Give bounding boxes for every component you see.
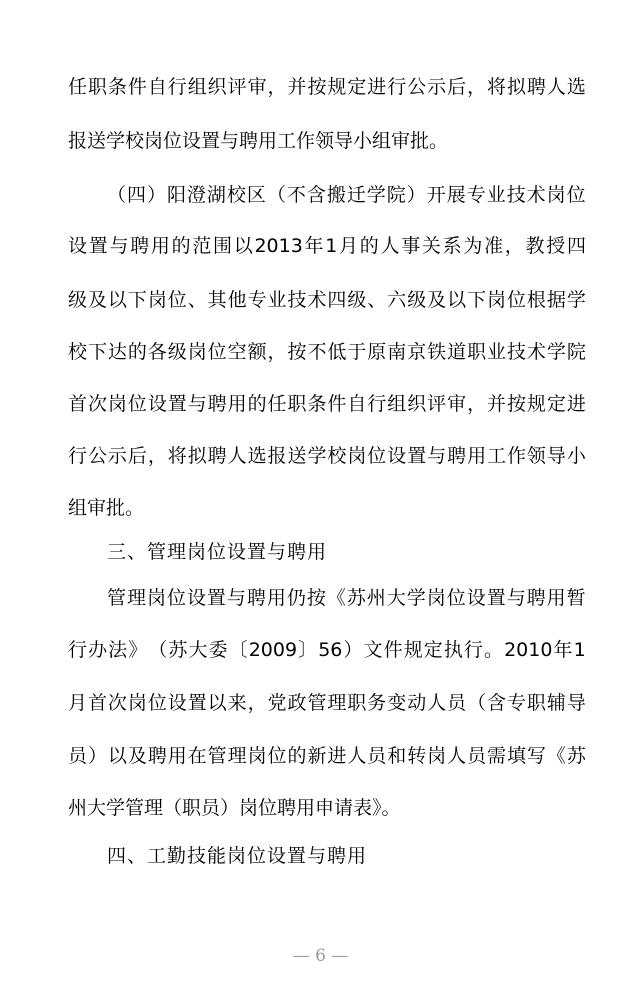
paragraph-line: 管 理 岗 位 设 置 与 聘 用 仍 按 《 苏 州 大 学 岗 位 设 置 与 聘 用 暂 xyxy=(107,587,586,609)
paragraph-line: 报送学校岗位设置与聘用工作领导小组审批。 xyxy=(68,130,449,152)
paragraph-line: 月 首 次 岗 位 设 置 以 来 ， 党 政 管 理 职 务 变 动 人 员 （ 含 专 职 辅 导 xyxy=(68,692,586,714)
paragraph-line: （ 四 ） 阳 澄 湖 校 区 （ 不 含 搬 迁 学 院 ） 开 展 专 业 技 术 岗 位 xyxy=(107,184,586,206)
paragraph-line: 级 及 以 下 岗 位 、 其 他 专 业 技 术 四 级 、 六 级 及 以 下 岗 位 根 据 学 xyxy=(68,289,586,311)
paragraph-line: 员 ） 以 及 聘 用 在 管 理 岗 位 的 新 进 人 员 和 转 岗 人 员 需 填 写 《 苏 xyxy=(68,745,586,767)
paragraph-line: 州大学管理（职员）岗位聘用申请表》。 xyxy=(68,797,401,819)
paragraph-line: 组审批。 xyxy=(68,497,145,519)
paragraph-line: 校 下 达 的 各 级 岗 位 空 额 ， 按 不 低 于 原 南 京 铁 道 职 业 技 术 学 院 xyxy=(68,341,586,363)
paragraph-line: 任 职 条 件 自 行 组 织 评 审 ， 并 按 规 定 进 行 公 示 后 ， 将 拟 聘 人 选 xyxy=(68,76,586,98)
paragraph-line: 设 置 与 聘 用 的 范 围 以 2013 年 1 月 的 人 事 关 系 为 准 ， 教 授 四 xyxy=(68,235,586,257)
paragraph-line: 行 办 法 》 （ 苏 大 委 〔 2009 〕 56 ） 文 件 规 定 执 行 。 2010 年 1 xyxy=(68,639,586,661)
section-heading: 四、工勤技能岗位设置与聘用 xyxy=(107,845,368,867)
page-number: — 6 — xyxy=(292,946,349,966)
section-heading: 三、管理岗位设置与聘用 xyxy=(107,541,328,563)
paragraph-line: 首 次 岗 位 设 置 与 聘 用 的 任 职 条 件 自 行 组 织 评 审 ， 并 按 规 定 进 xyxy=(68,393,586,415)
paragraph-line: 行 公 示 后 ， 将 拟 聘 人 选 报 送 学 校 岗 位 设 置 与 聘 用 工 作 领 导 小 xyxy=(68,445,586,467)
